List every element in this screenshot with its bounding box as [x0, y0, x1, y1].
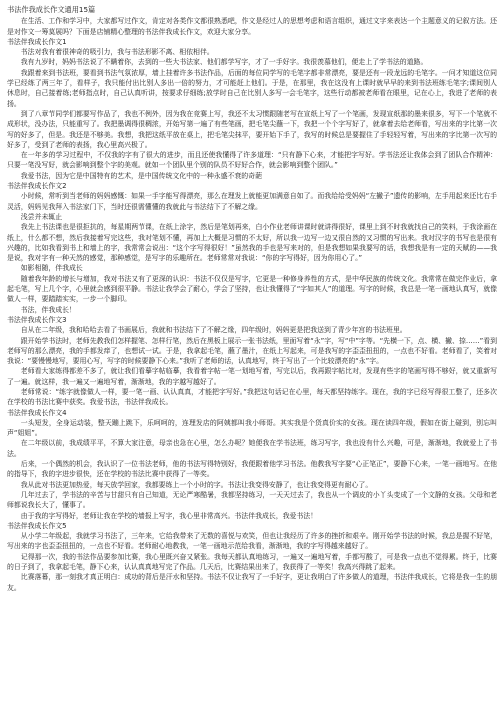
paragraph: 几年过去了，学书法的辛苦与甘甜只有自己知道，无论严寒酷暑，我都坚持练习，一天天过去了，我也从一个调皮的小丫头变成了一个文静的女孩。父母和老师都说我长大了，懂事了。 — [7, 490, 497, 510]
paragraph: 我爱书法，因为它是中国特有的艺术，是中国传统文化中的一种永盛不衰的奇葩 — [20, 171, 262, 180]
paragraph: 我先上书法课也是很拒抗的，每星期两节课，在纸上涂字，然后是笔划再来，白小作业老师讲课时就讲得很好，课里上到不时我就找自己的笑料，于我涂画在纸上，什么都不想，然后我接着写完这些，我对笔划不懂，再加上大概是习惯的不太好，所以我一边写一边又很自然的又习惯的写出来。我对汉字的书写也是很有兴趣的，比如我看到书上和墙上的字，我常常会说出：“这个字写得很好！”虽然我的手也是写来对的，但是我想如果我要写的话，我想我是有一定的天赋的——我是说，我对字有一种天然的感觉，那种感觉，是写字的乐趣所在。老师常常对我说：“你的字写得好，因为你用心了。” — [7, 223, 497, 263]
paragraph: 自从在二年级，我和哈哈去看了书画展后，我就和书法结下了不解之缘，四年级时，妈妈更是把我送到了青少年宫的书法班里。 — [20, 326, 407, 335]
section-heading: 书法伴我成长作文2 — [7, 182, 67, 191]
paragraph: 从小学二年级起，我就学习书法了，三年来，它给我带来了无数的喜悦与欢笑，但也让我经历了许多的挫折和艰辛。刚开始学书法的时候，我总是握不好笔，写出来的字也歪歪扭扭的，一点也不好看。老师耐心地教我，一笔一画地示范给我看，渐渐地，我的字写得越来越好了。 — [7, 532, 497, 551]
paragraph: 一头短发，全身运动装，整天蹦上跳下，乐呵呵的，连理发店的阿姨都叫我小师哥。其实我是个货真价实的女孩。现在读四年级，假如在街上碰到，别忘叫声“姐姐”。 — [7, 418, 497, 438]
paragraph: 老师看大家练得都差不多了，就让我们看摹字帖临摹，我看着字帖一笔一划地写着，写完以后，我再跟字帖比对，发现有些字的笔画写得不够好，就又重新写了一遍。就这样，我一遍又一遍地写着，渐渐地，我的字越写越好了。 — [7, 367, 497, 386]
paragraph: 跟开始学书法时，老师先教我们怎样握笔、怎样行笔，然后在黑板上展示一张书法纸，里面写着“永”字，写“中”字等。“先横一下，点、横、撇、捺……”看到老师写的那么漂亮，我的手都发痒了，也想试一试。于是，我拿起毛笔，蘸了墨汁，在纸上写起来，可是我写的字歪歪扭扭的，一点也不好看。老师看了，笑着对我说：“要慢慢地写，要用心写，写字的时候要静下心来。”我听了老师的话，认真地写，终于写出了一个比较漂亮的“永”字。 — [7, 336, 497, 366]
paragraph: 在一年多的学习过程中，不仅我的字有了很大的进步，而且还使我懂得了许多道理：“只有静下心来，才能把字写好。学书法还让我体会到了团队合作精神：只要一笔没写好，就会影响到整个字的美观。就如一个团队里个别的队员不好好合作，就会影响到整个团队。” — [7, 151, 497, 170]
paragraph: 浅尝并未辄止 — [20, 212, 63, 221]
paragraph: 在生活、工作和学习中，大家都写过作文，肯定对各类作文都很熟悉吧，作文是经过人的思想考虑和语言组织，通过文字来表达一个主题意义的记叙方法。还是对作文一筹莫展吗？下面是店铺精心整理的书法伴我成长作文，欢迎大家分享。 — [7, 17, 497, 36]
paragraph: 到了八章节同学们都要写作品了，我也不例外，因为我在竞赛上写，我还不太习惯跟随老写在宣纸上写了一个笔画，发现宣纸那的墨来很多，写下一个笔就不成形状，没办法，只能重写了。我把墨调得很稠浓，开始写第一遍了有些笔画，把毛笔尖蘸一下，我把一个个字写好了，就拿着去给老师看，写出来的字比第一次写的好多了，但是。我还是不够美。我想，我把这纸平放在桌上，把毛笔尖抹平，要开始下手了，我写的时候总是要握住了手轻轻写着，写出来的字比第一次写的好多了，受到了老师的表扬，我心里高兴极了。 — [7, 109, 497, 149]
paragraph: 我有九岁时，妈妈书法说了不瞒着你，去到的一些大书法家、他们都学写字，才了一手好字。我很羡慕他们，便走上了学书法的道路。 — [20, 58, 428, 67]
section-heading: 书法伴我成长作文3 — [7, 315, 67, 324]
paragraph: 我从此对书法更加热爱，每天放学回家，我都要练上一个小时的字。书法让我变得安静了，也让我变得更有耐心了。 — [20, 480, 373, 489]
paragraph: 书法，伴我成长！ — [20, 305, 76, 314]
paragraph: 比赛落幕，那一刻我才真正明白：成功的背后是汗水和坚持。书法不仅让我写了一手好字，更让我明白了许多做人的道理，书法伴我成长，它将是我一生的朋友。 — [7, 573, 497, 592]
paragraph: 我跟着来到书法班，要看到书法气氛浓厚，墙上挂着许多书法作品，后面的每位同学写的毛笔字都非常漂亮，要是还有一段龙远的毛笔字。一问才知道这位同学已经练了两三年了，看样子，我只能付出比别人多出一倍的努力，才可能赶上他们。于是，在那里，我在这没有上课时就早早的来到书法班练毛笔字;课间别人休息时，自己接着练;老师指点时，自己认真听讲，按要求仔细练;放学时自己在比别人多写一会毛笔字，这些行动都被老师看在眼里，记在心上，我进了老师的表扬。 — [7, 68, 497, 108]
paragraph: 在二年级以前，我成绩平平，不算大家注意，母亲也急在心里，怎么办呢？她便我在学书法班，练习写字，我也没有什么兴趣，可是，渐渐地，我就爱上了书法。 — [7, 439, 497, 458]
paragraph: 后来，一个偶然的机会，我认识了一位书法老师，他的书法写得特别好，我便跟着他学习书法。他教我写字要“心正笔正”，要静下心来，一笔一画地写。在他的指导下，我的字进步很快，还在学校的书法比赛中获得了一等奖。 — [7, 460, 497, 479]
paragraph: 如影相随，伴我成长 — [20, 264, 83, 273]
section-heading: 书法伴我成长作文4 — [7, 408, 67, 417]
paragraph: 记得那一次，我的书法作品要参加比赛，我心里既兴奋又紧张。我每天都认真地练习，一遍又一遍地写着，手都写酸了，可是我一点也不觉得累。终于，比赛的日子到了，我拿起毛笔，静下心来，认认真真地写完了作品。几天后，比赛结果出来了，我获得了一等奖！我高兴得跳了起来。 — [7, 552, 497, 572]
document-title: 书法作我成长作文通用15篇 — [7, 5, 96, 14]
paragraph: 小时候，常听到当老师的妈妈感慨：如果一手字能写得漂亮，那么在理发上就能更加满意自如了。而我给给受妈妈“左撇子”遗传的影响，左手用起来还比右手灵活，妈妈见我拜入书法家门下，当时还很需懂懂的我就此与书法结下了不解之缘。 — [7, 192, 497, 211]
section-heading: 书法伴我成长作文5 — [7, 521, 67, 530]
document-body — [7, 16, 497, 593]
paragraph: 由于我的字写得好，老师让我在学校的墙报上写字，我心里非常高兴。书法伴我成长，我爱书法！ — [20, 511, 318, 520]
paragraph: 随着我年龄的增长与增加，我对书法又有了更深的认识：书法不仅仅是写字，它更是一种修身养性的方式，是中华民族的传统文化。我常常在做完作业后，拿起毛笔，写上几个字，心里就会感到很平静。书法让我学会了耐心，学会了坚持，也让我懂得了“字如其人”的道理。写字的时候，我总是一笔一画地认真写，就像做人一样，要踏踏实实，一步一个脚印。 — [7, 274, 497, 304]
paragraph: 老师常说：“练字就像做人一样，要一笔一画、认认真真，才能把字写好。”我把这句话记在心里，每天都坚持练字。现在，我的字已经写得很工整了，还多次在学校的书法比赛中获奖。我爱书法，书法伴我成长。 — [7, 387, 497, 407]
section-heading: 书法伴我成长作文1 — [7, 37, 67, 46]
paragraph: 书法对我有着很神奇的吸引力，我与书法形影不离、相依相伴。 — [20, 48, 214, 57]
